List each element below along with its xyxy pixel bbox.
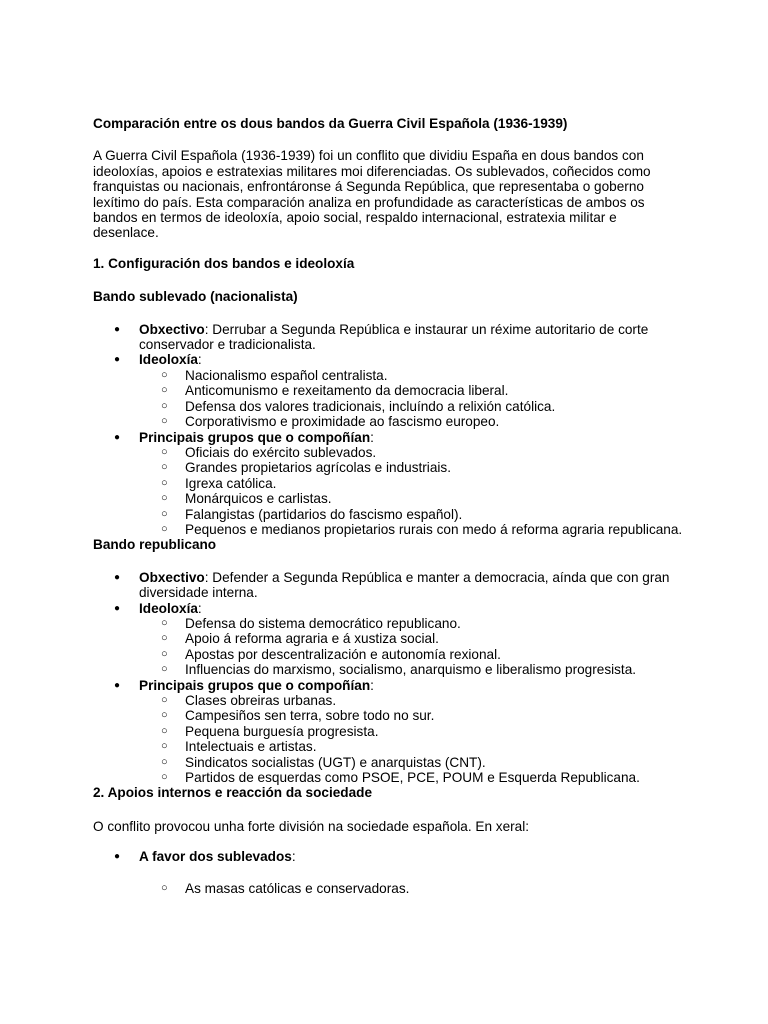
nationalist-groups-sublist [139,445,683,537]
list-item: ○ Defensa do sistema democrático republicano. [139,616,683,631]
nationalist-list [93,322,683,538]
list-item: ○ Monárquicos e carlistas. [139,491,683,506]
nationalist-title: Bando sublevado (nacionalista) [93,289,298,305]
favor-item [93,849,683,896]
list-item: ○ Apostas por descentralización e autonomía rexional. [139,647,683,662]
list-item: ○ Grandes propietarios agrícolas e industriais. [139,460,683,475]
nationalist-ideology-sublist [139,368,683,430]
groups-label: Principais grupos que o compoñían [139,429,371,445]
favor-sublist [139,881,683,896]
republican-list [93,570,683,786]
objective-label: Obxectivo [139,321,205,337]
list-item: ○ Corporativismo e proximidade ao fascismo europeo. [139,414,683,429]
list-item: ○ Campesiños sen terra, sobre todo no sur. [139,708,683,723]
list-item: ○ Influencias do marxismo, socialismo, anarquismo e liberalismo progresista. [139,662,683,677]
list-item: ○ Clases obreiras urbanas. [139,693,683,708]
ideology-label: Ideoloxía [139,600,198,616]
list-item: ○ Intelectuais e artistas. [139,739,683,754]
ideology-colon: : [197,600,202,616]
favor-colon: : [291,849,296,865]
list-item: ○ Apoio á reforma agraria e á xustiza social. [139,631,683,646]
document-title: Comparación entre os dous bandos da Guerra Civil Española (1936-1939) [93,116,568,131]
groups-colon: : [370,677,374,693]
list-item: ○ Anticomunismo e rexeitamento da democracia liberal. [139,383,683,398]
nationalist-groups-item [93,430,683,538]
ideology-label: Ideoloxía [139,352,198,368]
intro-paragraph: A Guerra Civil Española (1936-1939) foi un conflito que dividiu España en dous bandos con ideoloxías, apoios e estratexias militares moi diferenciadas. Os sublevados, coñecidos como franquistas ou nacionais, enfrontáronse á Segunda República, que representaba o goberno lexítimo do país. Esta comparación analiza en profundidade as características de ambos os bandos en termos de ideoloxía, apoio social, respaldo internacional, estratexia militar e desenlace. [93,148,651,241]
republican-ideology-item [93,601,683,678]
republican-objective-item [93,570,683,601]
republican-groups-sublist [139,693,683,785]
list-item: ○ Igrexa católica. [139,476,683,491]
nationalist-objective-item [93,322,683,353]
republican-groups-item [93,678,683,786]
list-item: ○ Partidos de esquerdas como PSOE, PCE, POUM e Esquerda Republicana. [139,770,683,785]
section2-intro: O conflito provocou unha forte división na sociedade española. En xeral: [93,818,530,834]
republican-ideology-sublist [139,616,683,678]
nationalist-ideology-item [93,352,683,429]
objective-text: : Derrubar a Segunda República e instaurar un réxime autoritario de corte conservador e tradicionalista. [139,321,649,353]
list-item: ○ Pequenos e medianos propietarios rurais con medo á reforma agraria republicana. [139,522,683,537]
document-content [93,116,683,896]
section2-list [93,849,683,896]
groups-colon: : [370,429,374,445]
groups-label: Principais grupos que o compoñían [139,677,371,693]
list-item: ○ Defensa dos valores tradicionais, incluíndo a relixión católica. [139,399,683,414]
list-item: ○ Nacionalismo español centralista. [139,368,683,383]
section1-title: 1. Configuración dos bandos e ideoloxía [93,255,355,271]
objective-text: : Defender a Segunda República e manter a democracia, aínda que con gran diversidade interna. [139,569,670,601]
list-item: ○ Sindicatos socialistas (UGT) e anarquistas (CNT). [139,755,683,770]
list-item: ○ Falangistas (partidarios do fascismo español). [139,507,683,522]
objective-label: Obxectivo [139,569,205,585]
favor-label: A favor dos sublevados [139,849,292,865]
republican-title: Bando republicano [93,537,217,553]
ideology-colon: : [197,352,202,368]
list-item: ○ As masas católicas e conservadoras. [139,881,683,896]
list-spacer [139,865,683,881]
section2-title: 2. Apoios internos e reacción da sociedade [93,785,373,801]
list-item: ○ Oficiais do exército sublevados. [139,445,683,460]
list-item: ○ Pequena burguesía progresista. [139,724,683,739]
